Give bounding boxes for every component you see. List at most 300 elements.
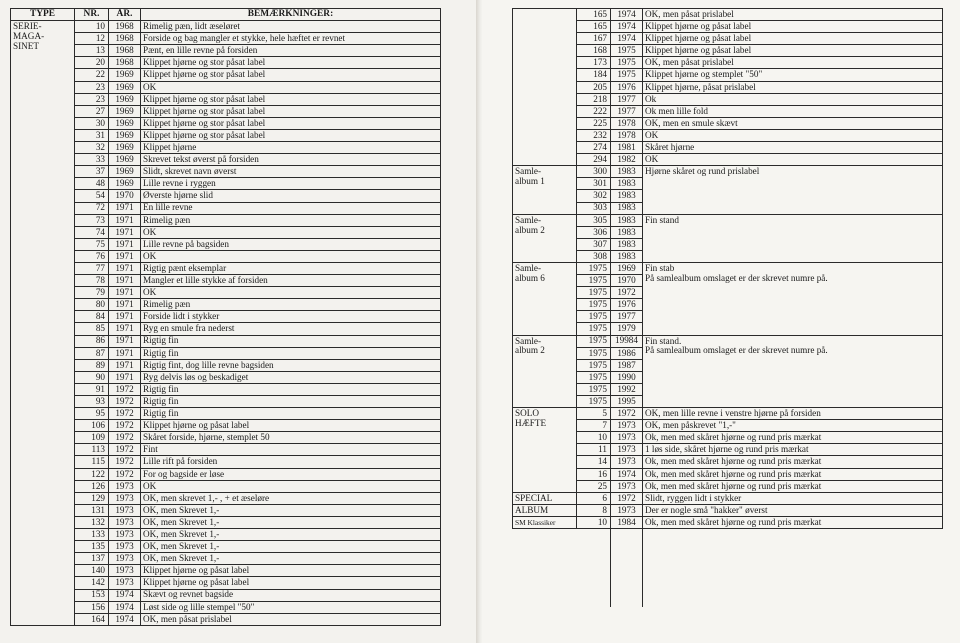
year-cell: 1969 xyxy=(109,117,141,129)
empty-row xyxy=(513,596,943,607)
nr-cell: 89 xyxy=(75,359,109,371)
empty-cell xyxy=(577,529,611,541)
year-cell: 1974 xyxy=(611,468,643,480)
remark-cell: Rigtig fint, dog lille revne bagsiden xyxy=(141,359,441,371)
nr-cell: 306 xyxy=(577,226,611,238)
table-row xyxy=(513,154,943,166)
year-cell: 1969 xyxy=(109,142,141,154)
table-row xyxy=(11,275,441,287)
nr-cell: 222 xyxy=(577,105,611,117)
table-row xyxy=(513,516,943,528)
type-cell xyxy=(513,262,577,335)
table-row xyxy=(11,57,441,69)
table-row xyxy=(11,432,441,444)
nr-cell: 308 xyxy=(577,250,611,262)
year-cell: 1973 xyxy=(611,504,643,516)
empty-cell xyxy=(577,573,611,584)
year-cell: 1983 xyxy=(611,238,643,250)
year-cell: 1969 xyxy=(109,105,141,117)
year-cell: 1970 xyxy=(109,190,141,202)
year-cell: 1972 xyxy=(109,456,141,468)
table-row xyxy=(513,262,943,274)
type-label-line: SINET xyxy=(13,40,40,51)
year-cell: 1969 xyxy=(109,93,141,105)
empty-cell xyxy=(611,573,643,584)
remark-cell: For og bagside er løse xyxy=(141,468,441,480)
nr-cell: 133 xyxy=(75,529,109,541)
nr-cell: 90 xyxy=(75,371,109,383)
nr-cell: 135 xyxy=(75,541,109,553)
empty-cell xyxy=(513,585,577,596)
type-cell xyxy=(513,335,577,408)
empty-cell xyxy=(611,551,643,562)
year-cell: 1971 xyxy=(109,359,141,371)
nr-cell: 10 xyxy=(75,21,109,33)
table-row xyxy=(11,541,441,553)
year-cell: 1969 xyxy=(611,262,643,274)
nr-cell: 6 xyxy=(577,492,611,504)
empty-cell xyxy=(577,551,611,562)
table-row xyxy=(11,69,441,81)
remark-cell: Ok, men med skåret hjørne og rund pris mærkat xyxy=(643,456,943,468)
table-row xyxy=(11,33,441,45)
type-cell: ALBUM xyxy=(513,504,577,516)
nr-cell: 33 xyxy=(75,154,109,166)
empty-cell xyxy=(513,596,577,607)
table-row xyxy=(513,69,943,81)
table-row xyxy=(11,142,441,154)
nr-cell: 1975 xyxy=(577,275,611,287)
remark-cell: OK, men Skrevet 1,- xyxy=(141,553,441,565)
nr-cell: 5 xyxy=(577,408,611,420)
year-cell: 1987 xyxy=(611,359,643,371)
empty-row xyxy=(513,573,943,584)
nr-cell: 307 xyxy=(577,238,611,250)
remark-cell: Forside lidt i stykker xyxy=(141,311,441,323)
year-cell: 1983 xyxy=(611,226,643,238)
table-row xyxy=(11,214,441,226)
table-row xyxy=(11,553,441,565)
nr-cell: 32 xyxy=(75,142,109,154)
remark-cell: Ok, men med skåret hjørne og rund pris mærkat xyxy=(643,432,943,444)
nr-cell: 25 xyxy=(577,480,611,492)
nr-cell: 153 xyxy=(75,589,109,601)
table-row xyxy=(513,105,943,117)
remark-cell: Klippet hjørne og påsat label xyxy=(643,33,943,45)
nr-cell: 10 xyxy=(577,432,611,444)
type-cell xyxy=(513,9,577,166)
table-row xyxy=(513,432,943,444)
remark-cell: Klippet hjørne og påsat label xyxy=(141,420,441,432)
empty-cell xyxy=(643,562,943,573)
year-cell: 1971 xyxy=(109,250,141,262)
type-label-line: Samle- xyxy=(515,214,542,225)
year-cell: 1983 xyxy=(611,178,643,190)
year-cell: 1974 xyxy=(109,601,141,613)
nr-cell: 168 xyxy=(577,45,611,57)
table-row xyxy=(513,9,943,21)
type-label-line: Samle- xyxy=(515,262,542,273)
remark-cell: Lille rift på forsiden xyxy=(141,456,441,468)
table-row xyxy=(513,504,943,516)
table-row xyxy=(513,21,943,33)
table-row xyxy=(513,117,943,129)
remark-cell: OK, men påsat prislabel xyxy=(141,613,441,625)
table-row xyxy=(11,504,441,516)
nr-cell: 218 xyxy=(577,93,611,105)
year-cell: 1974 xyxy=(611,33,643,45)
nr-cell: 156 xyxy=(75,601,109,613)
remark-cell: Klippet hjørne og stor påsat label xyxy=(141,105,441,117)
remark-cell xyxy=(643,214,943,262)
table-row xyxy=(11,577,441,589)
remark-cell xyxy=(643,335,943,408)
year-cell: 1972 xyxy=(109,408,141,420)
table-row xyxy=(513,335,943,347)
nr-cell: 16 xyxy=(577,468,611,480)
year-cell: 1973 xyxy=(611,432,643,444)
table-row xyxy=(11,250,441,262)
type-cell xyxy=(11,21,75,626)
remark-cell: OK, men Skrevet 1,- xyxy=(141,529,441,541)
year-cell: 1973 xyxy=(109,565,141,577)
year-cell: 1978 xyxy=(611,117,643,129)
year-cell: 1972 xyxy=(109,383,141,395)
remark-cell: Rigtig fin xyxy=(141,335,441,347)
remark-cell: OK xyxy=(141,250,441,262)
remark-cell: Forside og bag mangler et stykke, hele hæftet er revnet xyxy=(141,33,441,45)
empty-cell xyxy=(611,585,643,596)
remark-cell: Klippet hjørne og stor påsat label xyxy=(141,129,441,141)
remark-cell: Rigtig fin xyxy=(141,408,441,420)
book-gutter xyxy=(476,0,482,643)
inventory-table-left xyxy=(10,8,441,626)
nr-cell: 113 xyxy=(75,444,109,456)
table-row xyxy=(11,117,441,129)
type-cell xyxy=(513,166,577,214)
year-cell: 1971 xyxy=(109,238,141,250)
table-row xyxy=(513,492,943,504)
year-cell: 1973 xyxy=(109,504,141,516)
table-row xyxy=(513,214,943,226)
type-label-line: album 6 xyxy=(515,272,545,283)
year-cell: 1977 xyxy=(611,105,643,117)
year-cell: 1975 xyxy=(611,69,643,81)
remark-cell: Mangler et lille stykke af forsiden xyxy=(141,275,441,287)
nr-cell: 7 xyxy=(577,420,611,432)
table-row xyxy=(11,287,441,299)
year-cell: 1976 xyxy=(611,81,643,93)
nr-cell: 106 xyxy=(75,420,109,432)
nr-cell: 1975 xyxy=(577,335,611,347)
empty-cell xyxy=(611,540,643,551)
table-row xyxy=(11,408,441,420)
header-remarks: BEMÆRKNINGER: xyxy=(141,9,441,21)
empty-cell xyxy=(643,540,943,551)
nr-cell: 1975 xyxy=(577,287,611,299)
table-row xyxy=(11,492,441,504)
nr-cell: 27 xyxy=(75,105,109,117)
table-row xyxy=(11,420,441,432)
year-cell: 1977 xyxy=(611,93,643,105)
remark-cell: Klippet hjørne og stor påsat label xyxy=(141,117,441,129)
table-row xyxy=(11,371,441,383)
year-cell: 1981 xyxy=(611,142,643,154)
table-row xyxy=(513,456,943,468)
remark-cell: Ok, men med skåret hjørne og rund pris mærkat xyxy=(643,468,943,480)
year-cell: 1973 xyxy=(109,553,141,565)
nr-cell: 1975 xyxy=(577,311,611,323)
year-cell: 1971 xyxy=(109,226,141,238)
nr-cell: 300 xyxy=(577,166,611,178)
year-cell: 1971 xyxy=(109,214,141,226)
nr-cell: 1975 xyxy=(577,262,611,274)
remark-cell: Rigtig fin xyxy=(141,347,441,359)
table-row xyxy=(11,468,441,480)
year-cell: 1979 xyxy=(611,323,643,335)
table-row xyxy=(513,33,943,45)
table-row xyxy=(11,396,441,408)
remark-cell: Klippet hjørne og påsat label xyxy=(643,21,943,33)
year-cell: 1983 xyxy=(611,202,643,214)
remark-cell: Slidt, skrevet navn øverst xyxy=(141,166,441,178)
nr-cell: 22 xyxy=(75,69,109,81)
nr-cell: 164 xyxy=(75,613,109,625)
empty-cell xyxy=(643,551,943,562)
table-row xyxy=(11,238,441,250)
remark-cell xyxy=(643,262,943,335)
nr-cell: 84 xyxy=(75,311,109,323)
empty-cell xyxy=(643,529,943,541)
empty-cell xyxy=(611,562,643,573)
nr-cell: 37 xyxy=(75,166,109,178)
remark-cell: Rimelig pæn xyxy=(141,214,441,226)
year-cell: 1978 xyxy=(611,129,643,141)
header-year: ÅR. xyxy=(109,9,141,21)
table-row xyxy=(513,444,943,456)
table-row xyxy=(11,529,441,541)
year-cell: 1973 xyxy=(109,529,141,541)
year-cell: 1973 xyxy=(611,444,643,456)
nr-cell: 73 xyxy=(75,214,109,226)
empty-cell xyxy=(513,573,577,584)
year-cell: 1995 xyxy=(611,396,643,408)
year-cell: 1968 xyxy=(109,45,141,57)
type-label-line: Samle- xyxy=(515,166,542,177)
table-row xyxy=(11,93,441,105)
remark-cell: OK, men påskrevet "1,-" xyxy=(643,420,943,432)
remark-cell: Lille revne i ryggen xyxy=(141,178,441,190)
empty-cell xyxy=(513,562,577,573)
empty-cell xyxy=(643,585,943,596)
type-label-line: Samle- xyxy=(515,335,542,346)
nr-cell: 122 xyxy=(75,468,109,480)
nr-cell: 132 xyxy=(75,516,109,528)
year-cell: 1975 xyxy=(611,45,643,57)
empty-row xyxy=(513,551,943,562)
nr-cell: 129 xyxy=(75,492,109,504)
empty-row xyxy=(513,585,943,596)
remark-cell: Klippet hjørne og påsat label xyxy=(141,577,441,589)
remark-cell: En lille revne xyxy=(141,202,441,214)
table-row xyxy=(11,190,441,202)
empty-cell xyxy=(611,529,643,541)
year-cell: 1968 xyxy=(109,33,141,45)
remark-line: Fin stab xyxy=(645,262,675,273)
header-type: TYPE xyxy=(11,9,75,21)
table-row xyxy=(11,166,441,178)
remark-cell: OK xyxy=(141,226,441,238)
type-cell: SM Klassiker xyxy=(513,516,577,528)
remark-cell: Løst side og lille stempel "50" xyxy=(141,601,441,613)
year-cell: 1986 xyxy=(611,347,643,359)
empty-cell xyxy=(643,596,943,607)
remark-cell: Rigtig fin xyxy=(141,383,441,395)
nr-cell: 1975 xyxy=(577,359,611,371)
remark-line: På samlealbum omslaget er der skrevet numre på. xyxy=(645,345,828,356)
year-cell: 1972 xyxy=(109,468,141,480)
nr-cell: 75 xyxy=(75,238,109,250)
nr-cell: 1975 xyxy=(577,383,611,395)
nr-cell: 23 xyxy=(75,81,109,93)
remark-cell: Ryg delvis løs og beskadiget xyxy=(141,371,441,383)
empty-cell xyxy=(577,585,611,596)
table-row xyxy=(513,57,943,69)
table-row xyxy=(513,45,943,57)
year-cell: 1971 xyxy=(109,262,141,274)
year-cell: 1983 xyxy=(611,190,643,202)
type-label-line: SERIE- xyxy=(13,21,42,32)
empty-cell xyxy=(577,562,611,573)
empty-row xyxy=(513,529,943,541)
year-cell: 1992 xyxy=(611,383,643,395)
year-cell: 1972 xyxy=(109,444,141,456)
remark-cell: OK, men Skrevet 1,- xyxy=(141,516,441,528)
empty-cell xyxy=(577,596,611,607)
remark-cell: Lille revne på bagsiden xyxy=(141,238,441,250)
year-cell: 1990 xyxy=(611,371,643,383)
empty-cell xyxy=(643,573,943,584)
year-cell: 1969 xyxy=(109,178,141,190)
nr-cell: 77 xyxy=(75,262,109,274)
year-cell: 1969 xyxy=(109,154,141,166)
remark-cell: OK xyxy=(643,129,943,141)
year-cell: 1974 xyxy=(611,21,643,33)
remark-cell: OK, men skrevet 1,- , + et æseløre xyxy=(141,492,441,504)
table-row xyxy=(11,178,441,190)
empty-row xyxy=(513,562,943,573)
nr-cell: 1975 xyxy=(577,396,611,408)
nr-cell: 131 xyxy=(75,504,109,516)
table-row xyxy=(11,129,441,141)
year-cell: 1972 xyxy=(611,287,643,299)
remark-cell: OK, men påsat prislabel xyxy=(643,9,943,21)
remark-cell: 1 løs side, skåret hjørne og rund pris mærkat xyxy=(643,444,943,456)
nr-cell: 86 xyxy=(75,335,109,347)
nr-cell: 87 xyxy=(75,347,109,359)
nr-cell: 10 xyxy=(577,516,611,528)
inventory-table-right xyxy=(512,8,943,607)
year-cell: 1971 xyxy=(109,299,141,311)
table-row xyxy=(11,45,441,57)
year-cell: 1972 xyxy=(611,408,643,420)
remark-cell: Skåret forside, hjørne, stemplet 50 xyxy=(141,432,441,444)
remark-cell: Skåret hjørne xyxy=(643,142,943,154)
year-cell: 1974 xyxy=(109,613,141,625)
year-cell: 1974 xyxy=(611,9,643,21)
nr-cell: 109 xyxy=(75,432,109,444)
nr-cell: 54 xyxy=(75,190,109,202)
remark-cell: Klippet hjørne og stor påsat label xyxy=(141,57,441,69)
table-row xyxy=(11,589,441,601)
remark-cell: OK xyxy=(141,287,441,299)
left-table-body xyxy=(11,21,441,626)
year-cell: 1969 xyxy=(109,129,141,141)
table-header-row xyxy=(11,9,441,21)
nr-cell: 13 xyxy=(75,45,109,57)
year-cell: 1983 xyxy=(611,166,643,178)
nr-cell: 165 xyxy=(577,9,611,21)
nr-cell: 165 xyxy=(577,21,611,33)
type-cell: SPECIAL xyxy=(513,492,577,504)
nr-cell: 76 xyxy=(75,250,109,262)
table-row xyxy=(11,444,441,456)
nr-cell: 95 xyxy=(75,408,109,420)
nr-cell: 294 xyxy=(577,154,611,166)
remark-cell: Klippet hjørne og stor påsat label xyxy=(141,93,441,105)
year-cell: 1969 xyxy=(109,166,141,178)
type-cell xyxy=(513,408,577,493)
table-row xyxy=(11,226,441,238)
type-cell xyxy=(513,214,577,262)
year-cell: 1972 xyxy=(109,420,141,432)
table-row xyxy=(513,468,943,480)
nr-cell: 137 xyxy=(75,553,109,565)
nr-cell: 20 xyxy=(75,57,109,69)
table-row xyxy=(513,81,943,93)
nr-cell: 23 xyxy=(75,93,109,105)
empty-row xyxy=(513,540,943,551)
table-row xyxy=(11,480,441,492)
year-cell: 1983 xyxy=(611,214,643,226)
nr-cell: 12 xyxy=(75,33,109,45)
remark-cell: OK, men Skrevet 1,- xyxy=(141,541,441,553)
remark-line: På samlealbum omslaget er der skrevet numre på. xyxy=(645,272,828,283)
table-row xyxy=(513,93,943,105)
nr-cell: 302 xyxy=(577,190,611,202)
empty-cell xyxy=(577,540,611,551)
nr-cell: 232 xyxy=(577,129,611,141)
year-cell: 1974 xyxy=(109,589,141,601)
type-label-line: album 1 xyxy=(515,176,545,187)
nr-cell: 140 xyxy=(75,565,109,577)
year-cell: 1975 xyxy=(611,57,643,69)
table-row xyxy=(513,480,943,492)
remark-cell: OK xyxy=(141,480,441,492)
type-label-line: album 2 xyxy=(515,224,545,235)
nr-cell: 173 xyxy=(577,57,611,69)
year-cell: 1973 xyxy=(109,516,141,528)
nr-cell: 72 xyxy=(75,202,109,214)
table-row xyxy=(11,81,441,93)
year-cell: 1971 xyxy=(109,347,141,359)
year-cell: 1971 xyxy=(109,275,141,287)
table-row xyxy=(11,456,441,468)
year-cell: 1971 xyxy=(109,287,141,299)
year-cell: 1983 xyxy=(611,250,643,262)
year-cell: 19984 xyxy=(611,335,643,347)
year-cell: 1972 xyxy=(611,492,643,504)
